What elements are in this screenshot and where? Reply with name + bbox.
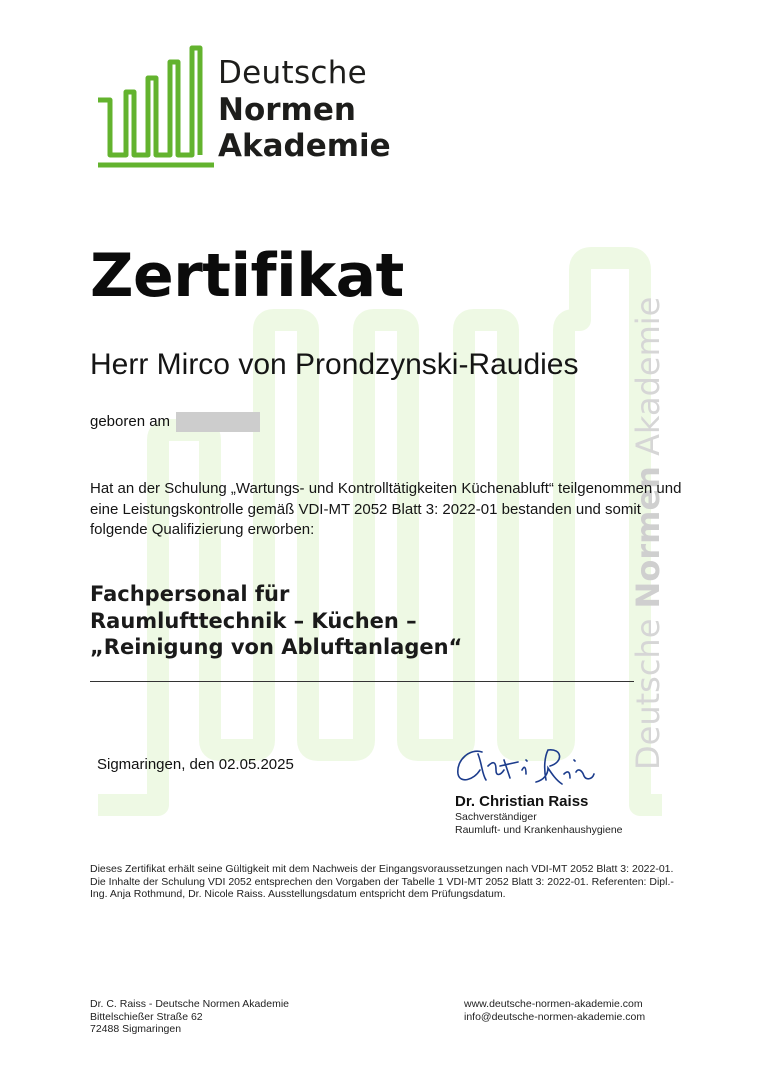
qualification-line-3: „Reinigung von Abluftanlagen“ <box>90 635 463 659</box>
qualification <box>90 581 462 661</box>
signer-role <box>455 811 623 836</box>
certificate-title: Zertifikat <box>90 241 404 311</box>
logo-line-normen: Normen <box>218 92 356 128</box>
recipient-name: Herr Mirco von Prondzynski-Raudies <box>90 348 579 381</box>
signature-handwritten <box>452 740 612 790</box>
logo-line-deutsche: Deutsche <box>218 55 368 91</box>
certificate-body: Hat an der Schulung „Wartungs- und Kontrolltätigkeiten Küchenabluft“ teilgenommen und eine Leistungskontrolle gemäß VDI-MT 2052 Blatt 3: 2022-01 bestanden und somit folgende Qualifizierung erworben: <box>90 480 682 538</box>
logo-icon <box>96 40 216 168</box>
logo-line-akademie: Akademie <box>218 128 391 164</box>
signer-role-line-1: Sachverständiger <box>455 811 537 823</box>
validity-note: Dieses Zertifikat erhält seine Gültigkeit mit dem Nachweis der Eingangsvoraussetzungen nach VDI-MT 2052 Blatt 3: 2022-01. Die Inhalte der Schulung VDI 2052 entsprechen den Vorgaben der Tabelle 1 VDI-MT 2052 Blatt 3: 2022-01. Referenten: Dipl.-Ing. Anja Rothmund, Dr. Nicole Raiss. Ausstellungsdatum entspricht dem Prüfungsdatum. <box>90 863 674 901</box>
footer-address <box>90 998 289 1036</box>
place-date: Sigmaringen, den 02.05.2025 <box>97 756 294 773</box>
birth-date-redacted <box>176 412 260 432</box>
footer-company: Dr. C. Raiss - Deutsche Normen Akademie <box>90 998 289 1010</box>
birth-row <box>90 412 260 432</box>
footer-website-link[interactable]: www.deutsche-normen-akademie.com <box>464 998 643 1010</box>
footer-street: Bittelschießer Straße 62 <box>90 1010 203 1023</box>
birth-label: geboren am <box>90 413 171 430</box>
signer-name: Dr. Christian Raiss <box>455 793 589 810</box>
divider-line <box>90 681 634 682</box>
qualification-line-1: Fachpersonal für <box>90 582 290 606</box>
footer-city: 72488 Sigmaringen <box>90 1023 182 1035</box>
signer-role-line-2: Raumluft- und Krankenhaushygiene <box>455 823 623 836</box>
qualification-line-2: Raumlufttechnik – Küchen – <box>90 608 417 633</box>
footer-email-link[interactable]: info@deutsche-normen-akademie.com <box>464 1010 646 1023</box>
footer-contact <box>464 998 645 1023</box>
vertical-brand-watermark: Deutsche Normen Akademie <box>629 296 667 770</box>
